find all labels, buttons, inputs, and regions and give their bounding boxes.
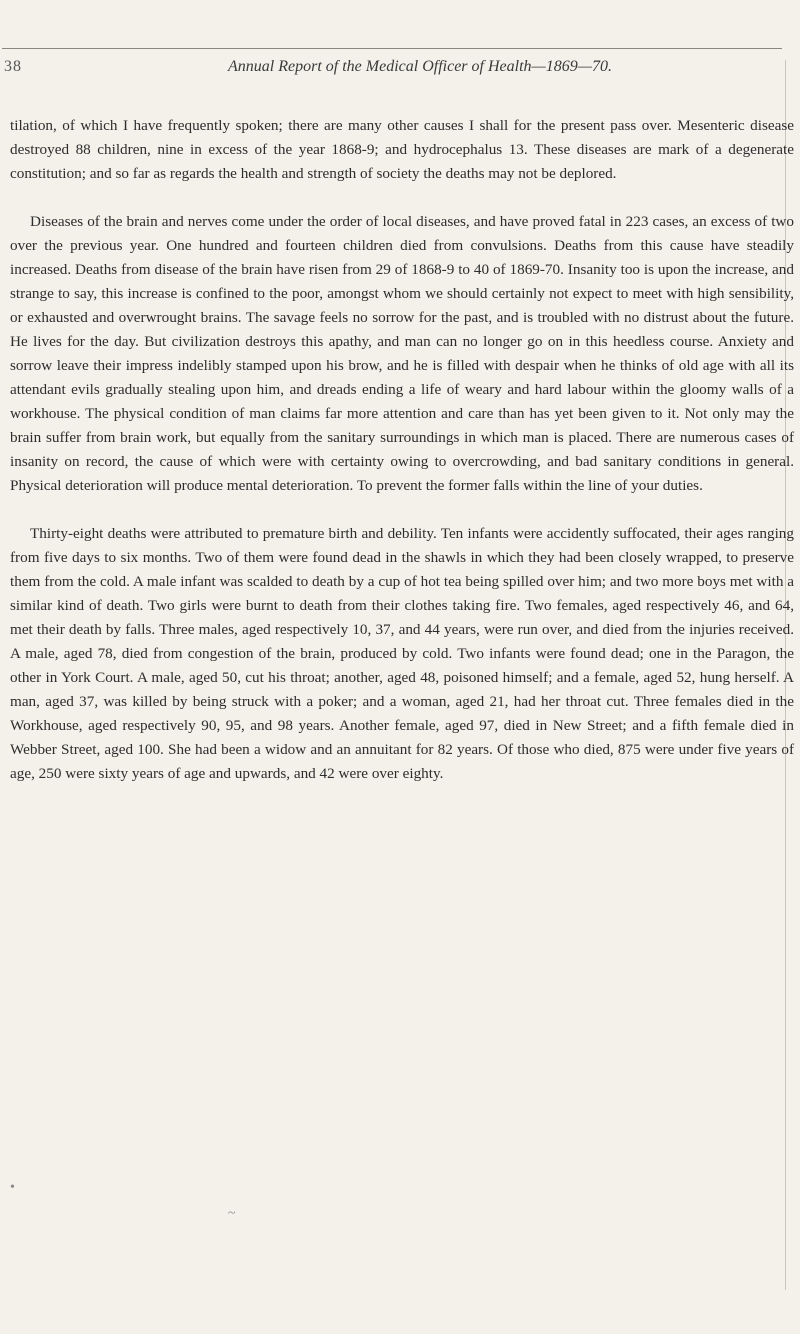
stray-mark: • (10, 1180, 15, 1195)
paragraph-1: tilation, of which I have frequently spoken; there are many other causes I shall for the present pass over. Mesenteric disease destroyed 88 children, nine in excess of the year 1868-9; and hydrocephalus 13. These diseases are mark of a degenerate constitution; and so far as regards the health and strength of society the deaths may not be deplored. (10, 117, 794, 182)
paragraph-3: Thirty-eight deaths were attributed to premature birth and debility. Ten infants were accidently suffocated, their ages ranging from five days to six months. Two of them were found dead in the shawls in which they had been closely wrapped, to preserve them from the cold. A male infant was scalded to death by a cup of hot tea being spilled over him; and two more boys met with a similar kind of death. Two girls were burnt to death from their clothes taking fire. Two females, aged respectively 46, and 64, met their death by falls. Three males, aged respectively 10, 37, and 44 years, were run over, and died from the injuries received. A male, aged 78, died from congestion of the brain, produced by cold. Two infants were found dead; one in the Paragon, the other in York Court. A male, aged 50, cut his throat; another, aged 48, poisoned himself; and a female, aged 52, hung herself. A man, aged 37, was killed by being struck with a poker; and a woman, aged 21, had her throat cut. Three females died in the Workhouse, aged respectively 90, 95, and 98 years. Another female, aged 97, died in New Street; and a fifth female died in Webber Street, aged 100. She had been a widow and an annuitant for 82 years. Of those who died, 875 were under five years of age, 250 were sixty years of age and upwards, and 42 were over eighty. (10, 525, 794, 782)
running-title: Annual Report of the Medical Officer of Health—1869—70. (228, 58, 612, 75)
paragraph-2: Diseases of the brain and nerves come under the order of local diseases, and have proved fatal in 223 cases, an excess of two over the previous year. One hundred and fourteen children died from convulsions. Deaths from this cause have steadily increased. Deaths from disease of the brain have risen from 29 of 1868-9 to 40 of 1869-70. Insanity too is upon the increase, and strange to say, this increase is confined to the poor, amongst whom we should certainly not expect to meet with high sensibility, or exhausted and overwrought brains. The savage feels no sorrow for the past, and is troubled with no distrust about the future. He lives for the day. But civilization destroys this apathy, and man can no longer go on in this heedless course. Anxiety and sorrow leave their impress indelibly stamped upon his brow, and he is filled with despair when he thinks of old age with all its attendant evils gradually stealing upon him, and dreads ending a life of weary and hard labour within the gloomy walls of a workhouse. The physical condition of man claims far more attention and care than has yet been given to it. Not only may the brain suffer from brain work, but equally from the sanitary surroundings in which man is placed. There are numerous cases of insanity on record, the cause of which were with certainty owing to overcrowding, and bad sanitary conditions in general. Physical deterioration will produce mental deterioration. To prevent the former falls within the line of your duties. (10, 213, 794, 494)
body-text (10, 114, 794, 810)
page-number: 38 (4, 58, 22, 75)
top-rule (2, 48, 782, 49)
stray-mark: ~ (228, 1206, 236, 1221)
page-header (0, 58, 800, 84)
